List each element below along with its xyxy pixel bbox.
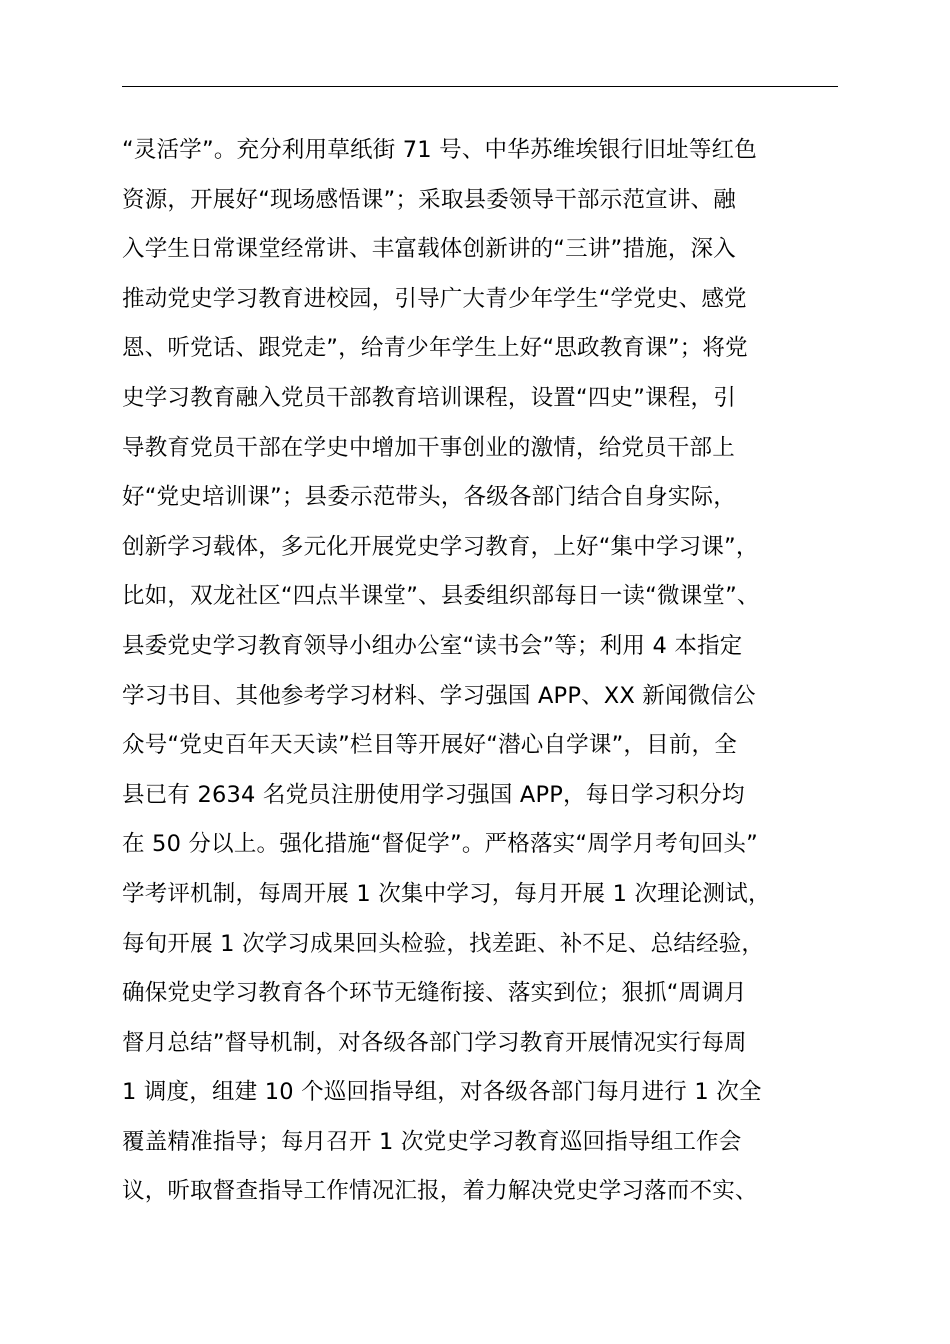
- text-line: 1 调度，组建 10 个巡回指导组，对各级各部门每月进行 1 次全: [122, 1079, 762, 1106]
- text-line: 覆盖精准指导；每月召开 1 次党史学习教育巡回指导组工作会: [122, 1128, 742, 1155]
- body-text: [122, 126, 862, 1217]
- text-line: 确保党史学习教育各个环节无缝衔接、落实到位；狠抓“周调月: [122, 980, 747, 1007]
- text-line: 每旬开展 1 次学习成果回头检验，找差距、补不足、总结经验，: [122, 930, 765, 957]
- text-line: 众号“党史百年天天读”栏目等开展好“潜心自学课”，目前，全: [122, 732, 737, 759]
- text-line: 推动党史学习教育进校园，引导广大青少年学生“学党史、感党: [122, 285, 747, 312]
- text-line: 资源，开展好“现场感悟课”；采取县委领导干部示范宣讲、融: [122, 186, 736, 213]
- text-line: 学习书目、其他参考学习材料、学习强国 APP、XX 新闻微信公: [122, 682, 756, 709]
- text-line: 县已有 2634 名党员注册使用学习强国 APP，每日学习积分均: [122, 781, 745, 808]
- text-line: 议，听取督查指导工作情况汇报，着力解决党史学习落而不实、: [122, 1178, 758, 1205]
- text-line: 督月总结”督导机制，对各级各部门学习教育开展情况实行每周: [122, 1029, 747, 1056]
- text-line: 创新学习载体，多元化开展党史学习教育，上好“集中学习课”，: [122, 533, 759, 560]
- text-line: “灵活学”。充分利用草纸街 71 号、中华苏维埃银行旧址等红色: [122, 137, 757, 163]
- text-line: 恩、听党话、跟党走”，给青少年学生上好“思政教育课”；将党: [122, 335, 748, 362]
- text-line: 在 50 分以上。强化措施“督促学”。严格落实“周学月考旬回头”: [122, 831, 758, 858]
- text-line: 比如，双龙社区“四点半课堂”、县委组织部每日一读“微课堂”、: [122, 583, 760, 610]
- text-line: 学考评机制，每周开展 1 次集中学习，每月开展 1 次理论测试，: [122, 880, 771, 907]
- text-line: 入学生日常课堂经常讲、丰富载体创新讲的“三讲”措施，深入: [122, 236, 736, 263]
- text-line: 县委党史学习教育领导小组办公室“读书会”等；利用 4 本指定: [122, 632, 743, 659]
- text-line: 好“党史培训课”；县委示范带头，各级各部门结合自身实际，: [122, 484, 736, 511]
- text-line: 史学习教育融入党员干部教育培训课程，设置“四史”课程，引: [122, 384, 736, 411]
- header-rule: [122, 86, 838, 87]
- text-line: 导教育党员干部在学史中增加干事创业的激情，给党员干部上: [122, 434, 735, 461]
